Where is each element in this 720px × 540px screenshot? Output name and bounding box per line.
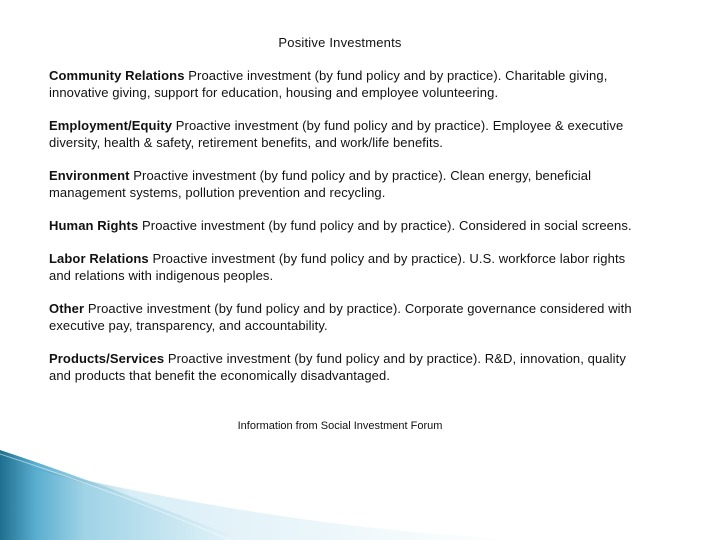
item-term: Human Rights [49,218,139,233]
investment-list [49,67,649,400]
list-item [49,167,649,201]
list-item [49,300,649,334]
item-description: Proactive investment (by fund policy and by practice). Corporate governance considered with executive pay, transparency, and accountability. [49,301,632,333]
item-term: Products/Services [49,351,165,366]
item-description: Proactive investment (by fund policy and by practice). Considered in social screens. [142,218,632,233]
item-description: Proactive investment (by fund policy and by practice). Charitable giving, innovative giving, support for education, housing and employee volunteering. [49,68,608,100]
list-item [49,350,649,384]
item-description: Proactive investment (by fund policy and by practice). Employee & executive diversity, health & safety, retirement benefits, and work/life benefits. [49,118,624,150]
item-term: Environment [49,168,130,183]
item-description: Proactive investment (by fund policy and by practice). Clean energy, beneficial management systems, pollution prevention and recycling. [49,168,592,200]
list-item [49,250,649,284]
decorative-swoosh [0,450,720,540]
source-note: Information from Social Investment Forum [237,420,443,432]
item-description: Proactive investment (by fund policy and by practice). R&D, innovation, quality and products that benefit the economically disadvantaged. [49,351,626,383]
item-term: Other [49,301,85,316]
item-term: Employment/Equity [49,118,173,133]
list-item [49,67,649,101]
page-title: Positive Investments [278,35,402,50]
item-description: Proactive investment (by fund policy and by practice). U.S. workforce labor rights and relations with indigenous peoples. [49,251,626,283]
list-item [49,217,649,234]
item-term: Community Relations [49,68,185,83]
item-term: Labor Relations [49,251,149,266]
list-item [49,117,649,151]
